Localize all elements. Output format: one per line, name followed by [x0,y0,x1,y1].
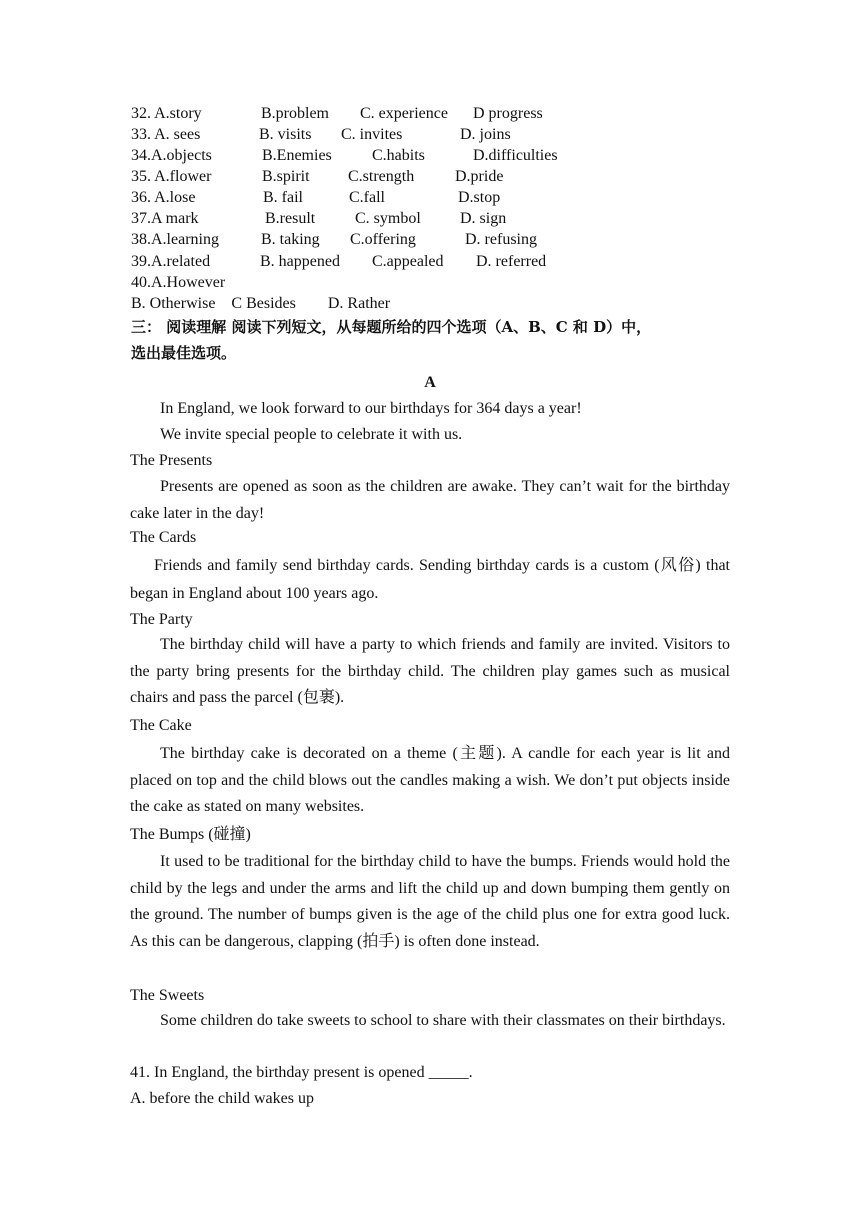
question-41-option-a: A. before the child wakes up [130,1090,314,1107]
option-c: C.offering [350,231,416,248]
passage-intro-2: We invite special people to celebrate it with us. [160,426,463,443]
option-c: C. experience [360,105,448,122]
subheading-presents: The Presents [130,452,213,469]
option-c: C. invites [341,126,403,143]
cloze-question-40-options: B. Otherwise C Besides D. Rather [131,295,391,312]
paragraph-party: The birthday child will have a party to which friends and family are invited. Visitors to the party bring presents for the birthday child. The children play games such as musical chairs and pass the parcel (包裹). [130,636,730,706]
option-b: B. happened [260,253,340,270]
paragraph-presents: Presents are opened as soon as the children are awake. They can’t wait for the birthday cake later in the day! [130,478,730,522]
subheading-sweets: The Sweets [130,987,205,1004]
option-d: D.difficulties [473,147,558,164]
option-d: D. joins [460,126,511,143]
option-a: 37.A mark [131,210,199,227]
option-c: C.strength [348,168,415,185]
section-heading-line2: 选出最佳选项。 [131,344,237,362]
option-a: 32. A.story [131,105,202,122]
subheading-bumps: The Bumps (碰撞) [130,826,251,843]
option-b: B.result [265,210,316,227]
option-a: 34.A.objects [131,147,212,164]
option-b: B.spirit [262,168,310,185]
option-b: B.Enemies [262,147,332,164]
subheading-cake: The Cake [130,717,192,734]
option-b: B. taking [261,231,320,248]
option-a: 35. A.flower [131,168,212,185]
paragraph-bumps: It used to be traditional for the birthday child to have the bumps. Friends would hold the child by the legs and under the arms and lift the child up and down bumping them gently on the ground. The number of bumps given is the age of the child plus one for extra good luck. As this can be dangerous, clapping (拍手) is often done instead. [130,853,730,950]
cloze-question-40: 40.A.However [131,274,226,291]
option-b: B. fail [263,189,303,206]
option-c: C.fall [349,189,385,206]
option-d: D.pride [455,168,504,185]
option-d: D.stop [458,189,501,206]
section-heading [131,314,731,366]
question-41-stem: 41. In England, the birthday present is opened _____. [130,1064,473,1081]
paragraph-cake: The birthday cake is decorated on a theme (主题). A candle for each year is lit and placed on top and the child blows out the candles making a wish. We don’t put objects inside the cake as stated on many websites. [130,745,730,815]
passage-label: A [424,374,436,391]
option-d: D. referred [476,253,547,270]
option-c: C.habits [372,147,425,164]
option-c: C.appealed [372,253,444,270]
passage-intro-1: In England, we look forward to our birthdays for 364 days a year! [160,400,582,417]
subheading-party: The Party [130,611,193,628]
option-d: D progress [473,105,543,122]
option-b: B. visits [259,126,312,143]
option-d: D. refusing [465,231,537,248]
paragraph-cards: Friends and family send birthday cards. Sending birthday cards is a custom (风俗) that began in England about 100 years ago. [130,557,730,602]
option-d: D. sign [460,210,507,227]
option-a: 38.A.learning [131,231,219,248]
option-a: 36. A.lose [131,189,196,206]
section-heading-line1: 三： 阅读理解 阅读下列短文，从每题所给的四个选项（A、B、C 和 D）中， [131,318,652,336]
option-a: 33. A. sees [131,126,201,143]
option-b: B.problem [261,105,329,122]
option-c: C. symbol [355,210,421,227]
subheading-cards: The Cards [130,529,197,546]
option-a: 39.A.related [131,253,211,270]
paragraph-sweets: Some children do take sweets to school to share with their classmates on their birthdays. [160,1012,726,1029]
